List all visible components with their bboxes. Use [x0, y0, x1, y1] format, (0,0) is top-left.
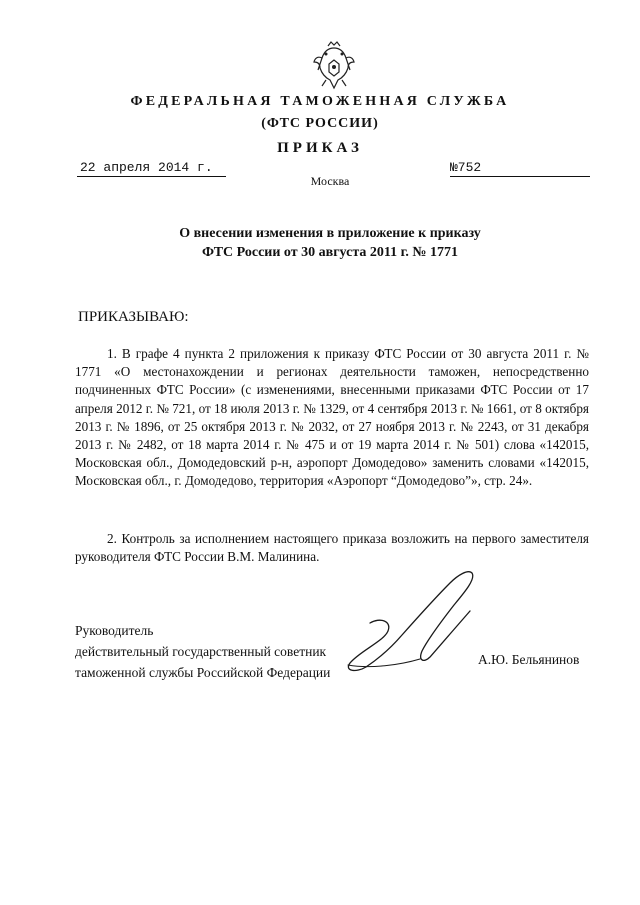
order-paragraph-1: 1. В графе 4 пункта 2 приложения к приказу ФТС России от 30 августа 2011 г. № 1771 «О местонахождении и регионах деятельности таможен, непосредственно подчиненных ФТС России» (с изменениями, внесенными приказами ФТС России от 17 апреля 2012 г. № 721, от 18 июля 2013 г. № 1329, от 4 сентября 2013 г. № 1661, от 8 октября 2013 г. № 1896, от 25 октября 2013 г. № 2032, от 27 ноября 2013 г. № 2243, от 31 декабря 2013 г. № 2482, от 18 марта 2014 г. № 475 и от 19 марта 2014 г. № 501) слова «142015, Московская обл., Домодедовский р-н, аэропорт Домодедово» заменить словами «142015, Московская обл., г. Домодедово, территория «Аэропорт “Домодедово”», стр. 24».: [75, 346, 589, 489]
order-date: 22 апреля 2014 г.: [77, 160, 226, 177]
handwritten-signature: [330, 565, 490, 695]
order-paragraph-2: 2. Контроль за исполнением настоящего приказа возложить на первого заместителя руководителя ФТС России В.М. Малинина.: [75, 531, 589, 565]
organization-name: ФЕДЕРАЛЬНАЯ ТАМОЖЕННАЯ СЛУЖБА: [130, 94, 510, 109]
order-directive: ПРИКАЗЫВАЮ:: [78, 309, 189, 325]
subject-line-1: О внесении изменения в приложение к приказу: [179, 226, 481, 241]
signatory-title-line-1: Руководитель: [75, 623, 154, 638]
order-number: №752: [450, 160, 590, 177]
city: Москва: [310, 174, 350, 188]
signatory-title-line-2: действительный государственный советник: [75, 644, 327, 659]
signatory-title-line-3: таможенной службы Российской Федерации: [75, 665, 331, 680]
organization-short-name: (ФТС РОССИИ): [261, 116, 379, 131]
signatory-title: [75, 620, 330, 683]
subject-line-2: ФТС России от 30 августа 2011 г. № 1771: [202, 245, 458, 260]
coat-of-arms-icon: [312, 40, 356, 92]
document-type: ПРИКАЗ: [277, 140, 363, 156]
signatory-name: А.Ю. Бельянинов: [478, 652, 580, 667]
order-subject: [120, 224, 540, 262]
